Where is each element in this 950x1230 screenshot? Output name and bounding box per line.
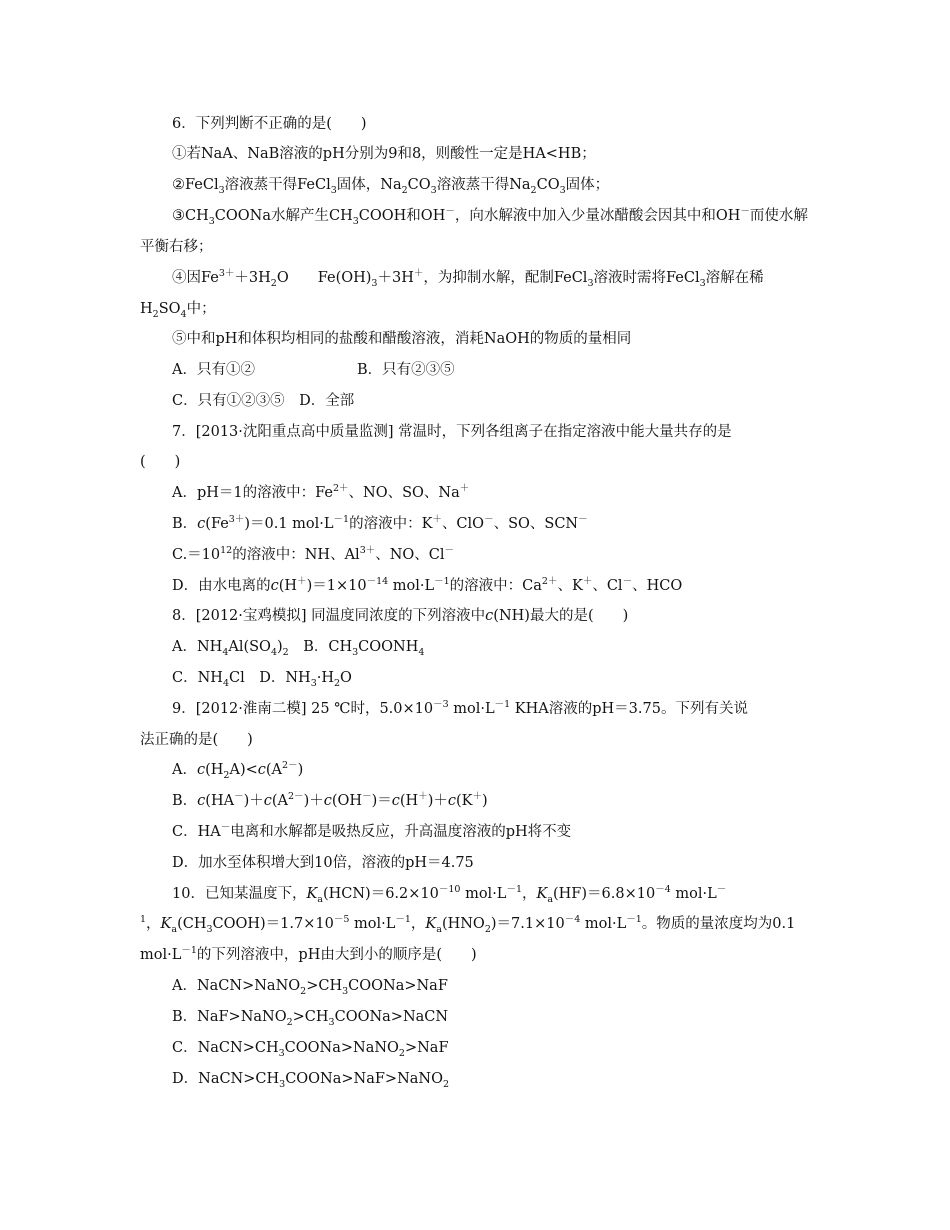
q7-stem-cont: ( ): [140, 454, 181, 470]
q6-statement-5: ⑤中和pH和体积均相同的盐酸和醋酸溶液，消耗NaOH的物质的量相同: [172, 331, 632, 347]
q10-stem-line-2: $^1$，$K_a(CH_3COOH)=1.7\times 10^{-5}$ $mol\cdot L^{-1}$，$K_a(HNO_2)=7.1\times 10^{-4}$ $mol\cdot L^{-1}$。物质的量浓度均为0.1: [140, 914, 796, 935]
q6-statement-3: $③CH_3COONa$水解产生$CH_3COOH$和OH－，向水解液中加入少量冰醋酸会因其中和OH－而使水解: [172, 206, 808, 227]
q9-option-a: A．$c(H_2A)<c(A^{2-})$: [172, 760, 304, 781]
q7-option-a: A．pH＝1的溶液中：$Fe^{2+}$、NO、SO、Na＋: [172, 483, 470, 501]
q7-stem: 7．[2013·沈阳重点高中质量监测] 常温时，下列各组离子在指定溶液中能大量共存的是: [172, 424, 732, 440]
q6-statement-2: ②FeCl$_3$溶液蒸干得FeCl$_3$固体，$Na_2CO_3$溶液蒸干得$Na_2CO_3$固体；: [172, 177, 610, 196]
q8-stem: 8．[2012·宝鸡模拟] 同温度同浓度的下列溶液中c(NH)最大的是( ): [172, 608, 629, 624]
q9-option-b: B．$c(HA^-)+c(A^{2-})+c(OH^-)=c(H^+)+c(K^+)$: [172, 791, 488, 809]
q10-stem-line-3: $mol\cdot L^{-1}$的下列溶液中，pH由大到小的顺序是( ): [140, 945, 477, 963]
q6-option-cd: C．只有①②③⑤ D．全部: [172, 393, 355, 409]
q8-option-cd: C．$NH_4Cl$ D．$NH_3\cdot H_2O$: [172, 670, 352, 689]
q6-stem: 6．下列判断不正确的是( ): [172, 116, 367, 132]
q9-stem-cont: 法正确的是( ): [140, 732, 253, 748]
q10-stem-line-1: 10．已知某温度下，$K_a(HCN)=6.2\times 10^{-10}$ $mol\cdot L^{-1}$，$K_a(HF)=6.8\times 10^{-4}$ mol·L－: [172, 884, 727, 905]
q9-option-c: C．HA－电离和水解都是吸热反应，升高温度溶液的pH将不变: [172, 822, 572, 840]
q6-statement-4: ④因$Fe^{3+}+3H_2O$ $Fe(OH)_3+3H^+$，为抑制水解，配制FeCl$_3$溶液时需将FeCl$_3$溶解在稀: [172, 268, 764, 289]
q6-option-a: A．只有①②: [172, 362, 255, 378]
q6-statement-1: ①若NaA、NaB溶液的pH分别为9和8，则酸性一定是HA<HB；: [172, 146, 596, 162]
q10-option-d: D．$NaCN>CH_3COONa>NaF>NaNO_2$: [172, 1071, 450, 1090]
q7-option-d: D．由水电离的$c(H^+)=1\times 10^{-14}$ $mol\cdot L^{-1}$的溶液中：$Ca^{2+}$、K＋、Cl－、HCO: [172, 576, 683, 594]
q9-stem: 9．[2012·淮南二模] 25 ℃时，$5.0\times 10^{-3}$ $mol\cdot L^{-1}$ KHA溶液的pH＝3.75。下列有关说: [172, 699, 748, 717]
q6-statement-3-cont: 平衡右移；: [140, 239, 213, 255]
q10-option-a: A．$NaCN>NaNO_2>CH_3COONa>NaF$: [172, 978, 448, 997]
q7-option-b: B．$c(Fe^{3+})=0.1$ $mol\cdot L^{-1}$的溶液中：K＋、ClO－、SO、SCN－: [172, 514, 588, 532]
q9-option-d: D．加水至体积增大到10倍，溶液的pH＝4.75: [172, 855, 474, 871]
q6-option-b: B．只有②③⑤: [357, 362, 455, 378]
q8-option-ab: A．$NH_4Al(SO_4)_2$ B．$CH_3COONH_4$: [172, 639, 425, 658]
q6-statement-4-cont: $H_2SO_4$中；: [140, 301, 216, 320]
q10-option-b: B．$NaF>NaNO_2>CH_3COONa>NaCN$: [172, 1009, 449, 1028]
q7-option-c: $C.=10^{12}$的溶液中：NH、$Al^{3+}$、NO、Cl－: [172, 545, 455, 563]
q10-option-c: C．$NaCN>CH_3COONa>NaNO_2>NaF$: [172, 1040, 449, 1059]
